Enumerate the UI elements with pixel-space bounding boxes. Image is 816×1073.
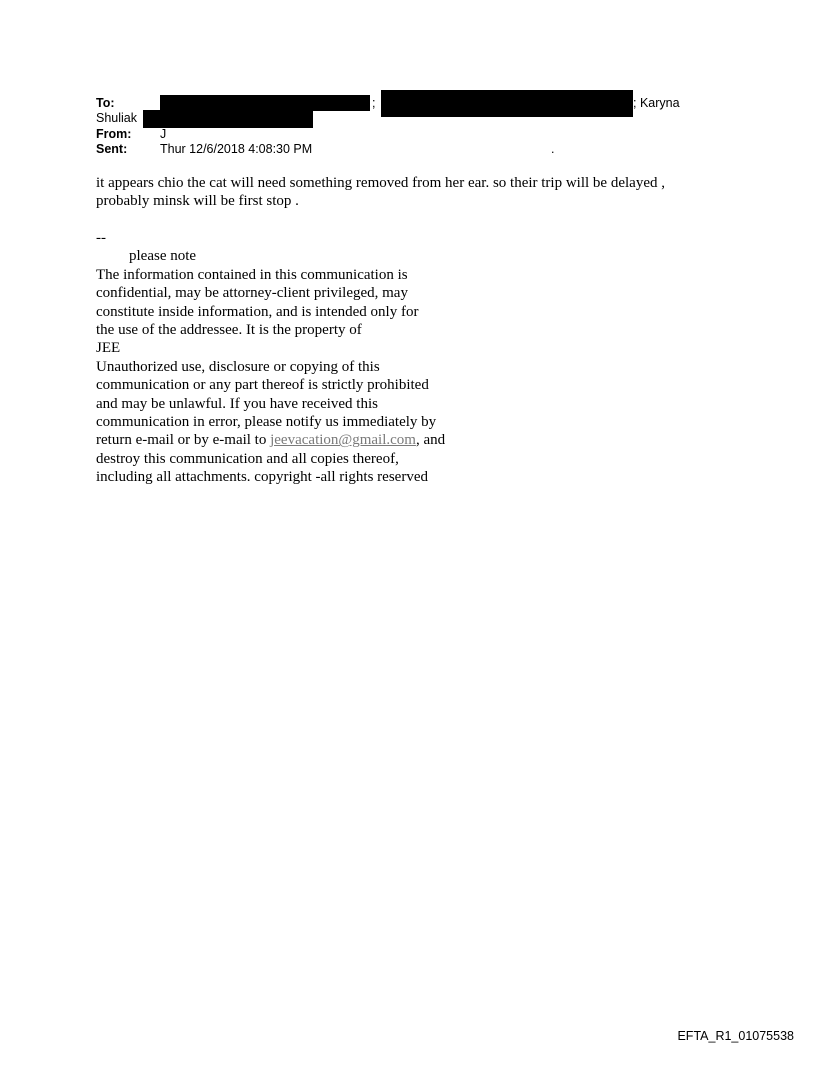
signature-line: The information contained in this communication is	[96, 266, 408, 283]
signature-block	[96, 229, 445, 487]
sent-value: Thur 12/6/2018 4:08:30 PM	[160, 142, 313, 156]
signature-line: destroy this communication and all copies thereof,	[96, 450, 399, 467]
document-id: EFTA_R1_01075538	[677, 1029, 794, 1043]
email-link[interactable]: jeevacation@gmail.com	[270, 432, 416, 449]
return-line-suffix: , and	[415, 432, 446, 449]
redaction-bar	[143, 110, 313, 128]
from-value: J	[160, 127, 167, 141]
signature-separator: --	[96, 230, 106, 246]
email-header	[96, 96, 736, 160]
message-body	[96, 174, 665, 211]
signature-line: JEE	[96, 340, 121, 357]
signature-line-with-email	[96, 431, 445, 449]
signature-line: constitute inside information, and is intended only for	[96, 303, 419, 320]
return-line-prefix: return e-mail or by e-mail to	[96, 432, 271, 449]
to-separator: ;	[372, 96, 376, 110]
signature-line: communication in error, please notify us immediately by	[96, 414, 437, 431]
message-line: it appears chio the cat will need something removed from her ear. so their trip will be delayed ,	[96, 175, 665, 191]
to-recipient-karyna: ; Karyna	[633, 96, 680, 110]
redaction-bar	[160, 95, 370, 111]
signature-line: communication or any part thereof is strictly prohibited	[96, 377, 429, 394]
signature-note: please note	[129, 248, 197, 265]
to-recipient-continued: Shuliak	[96, 111, 137, 125]
to-label: To:	[96, 96, 115, 110]
signature-line: and may be unlawful. If you have received this	[96, 395, 378, 412]
signature-line: including all attachments. copyright -all rights reserved	[96, 469, 428, 486]
signature-line: the use of the addressee. It is the property of	[96, 322, 362, 339]
from-label: From:	[96, 127, 132, 141]
signature-line: Unauthorized use, disclosure or copying of this	[96, 358, 380, 375]
stray-mark: .	[551, 142, 555, 156]
sent-label: Sent:	[96, 142, 128, 156]
signature-line: confidential, may be attorney-client privileged, may	[96, 285, 408, 302]
redaction-bar	[381, 90, 633, 117]
message-line: probably minsk will be first stop .	[96, 193, 299, 210]
